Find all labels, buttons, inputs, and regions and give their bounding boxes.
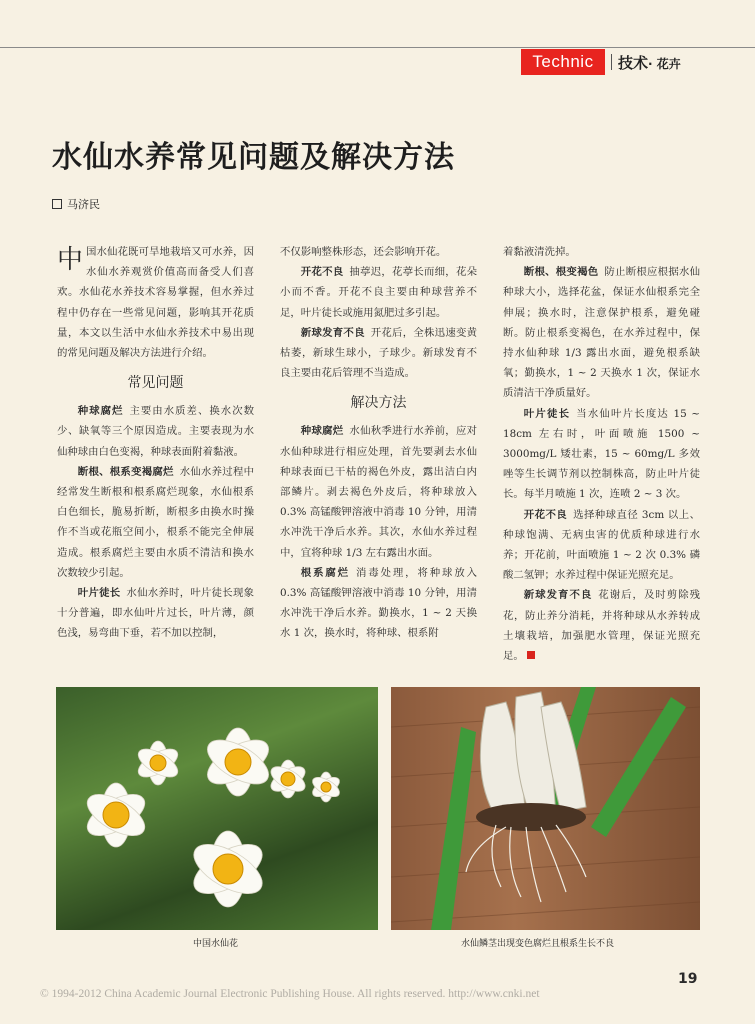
section-label: [611, 52, 681, 73]
author-line: [52, 196, 100, 212]
term: 叶片徒长: [523, 407, 571, 420]
intro-text: 国水仙花既可旱地栽培又可水养，因水仙水养观赏价值高而备受人们喜欢。水仙花水养技术容易掌握，但水养过程中仍存在一些常见问题，影响其开花质量，本文以生活中水仙水养技术中易出现的常见问题及解决方法进行介绍。: [57, 246, 254, 360]
term: 根系腐烂: [300, 566, 350, 579]
term: 断根、根变褐色: [523, 266, 599, 279]
page-number: 19: [678, 971, 698, 987]
paragraph: 不仅影响整株形态，还会影响开花。: [280, 246, 447, 258]
term: 开花不良: [300, 266, 344, 279]
paragraph-text: 选择种球直径 3cm 以上、种球饱满、无病虫害的优质种球进行水养；开花前，叶面喷施 1 ~ 2 次 0.3% 磷酸二氢钾；水养过程中保证光照充足。: [503, 508, 700, 582]
term: 新球发育不良: [523, 589, 593, 602]
term: 种球腐烂: [77, 405, 124, 418]
paragraph: [57, 462, 254, 583]
section-name: 技术: [618, 54, 649, 72]
paragraph: [280, 323, 477, 384]
paragraph: [503, 505, 700, 586]
term: 种球腐烂: [300, 425, 344, 438]
paragraph: [280, 563, 477, 644]
end-mark: [527, 651, 535, 659]
caption-right: 水仙鳞茎出现变色腐烂且根系生长不良: [461, 939, 615, 949]
paragraph-text: 水仙秋季进行水养前，应对水仙种球进行相应处理，首先要剥去水仙种球表面已干枯的褐色外皮，露出洁白内部鳞片。剥去褐色外皮后，将种球放入 0.3% 高锰酸钾溶液中消毒 10 分钟，用清水冲洗干净后水养。其次，水仙水养过程中，宜将种球 1/3 左右露出水面。: [280, 425, 478, 559]
paragraph: [503, 404, 700, 505]
article-title: 水仙水养常见问题及解决方法: [52, 140, 455, 175]
column-1: [57, 242, 254, 644]
caption-left: 中国水仙花: [193, 939, 239, 949]
term: 叶片徒长: [77, 587, 121, 600]
bulb-illustration: [391, 687, 700, 930]
column-3: [503, 242, 700, 666]
paragraph: [503, 262, 700, 403]
heading-problems: 常见问题: [127, 375, 184, 392]
term: 断根、根系变褐腐烂: [77, 465, 174, 478]
paragraph-text: 水仙水养时，叶片徒长现象十分普遍，即水仙叶片过长，叶片薄，颜色浅，易弯曲下垂，若不加以控制，: [57, 587, 255, 640]
paragraph-text: 开花后，全株迅速变黄枯萎，新球生球小，子球少。新球发育不良主要由花后管理不当造成。: [280, 326, 478, 380]
paragraph-text: 主要由水质差、换水次数少、缺氧等三个原因造成。主要表现为水仙种球由白色变褐，种球表面附着黏液。: [57, 405, 255, 458]
term: 新球发育不良: [300, 326, 365, 339]
narcissus-flowers-photo: [56, 687, 378, 930]
paragraph-text: 消毒处理，将种球放入 0.3% 高锰酸钾溶液中消毒 10 分钟，用清水冲洗干净后水养。勤换水，1 ~ 2 天换水 1 次，换水时，将种球、根系附: [280, 566, 478, 640]
paragraph-text: 抽葶迟，花葶长而细，花朵小而不香。开花不良主要由种球营养不足，叶片徒长或施用氮肥过多引起。: [280, 266, 478, 319]
flowers-illustration: [56, 687, 378, 930]
paragraph: [57, 583, 254, 644]
paragraph-text: 当水仙叶片长度达 15 ~ 18cm 左右时，叶面喷施 1500 ~ 3000mg/L 矮壮素，15 ~ 60mg/L 多效唑等生长调节剂以控制株高，防止叶片徒长。每半月喷施 1 次，连喷 2 ~ 3 次。: [503, 407, 700, 501]
drop-cap: 中: [57, 245, 84, 275]
term: 开花不良: [523, 508, 568, 521]
column-2: [280, 242, 477, 644]
paragraph: [57, 401, 254, 462]
paragraph: [503, 585, 700, 666]
paragraph-text: 防止断根应根据水仙种球大小，选择花盆，保证水仙根系完全伸展；换水时，注意保护根系，避免碰断。防止根系变褐色，在水养过程中，保持水仙种球 1/3 露出水面，避免根系缺氧；勤换水，1 ~ 2 天换水 1 次，保证水质清洁干净质量好。: [503, 266, 701, 400]
divider: [611, 54, 612, 70]
paragraph: [280, 421, 477, 562]
paragraph: 着黏液清洗掉。: [503, 246, 576, 258]
paragraph-text: 花谢后，及时剪除残花，防止养分消耗，并将种球从水养转成土壤栽培，加强肥水管理，保证光照充足。: [503, 589, 701, 663]
author-name: 马济民: [67, 198, 100, 211]
section-badge: Technic: [521, 49, 605, 75]
copyright-footer: © 1994-2012 China Academic Journal Electronic Publishing House. All rights reserved. http://www.cnki.net: [40, 988, 540, 1000]
checkbox-icon: [52, 199, 62, 209]
paragraph: [280, 262, 477, 323]
header-rule: [0, 47, 755, 48]
narcissus-bulb-roots-photo: [391, 687, 700, 930]
intro-paragraph: [57, 242, 254, 363]
heading-solutions: 解决方法: [350, 395, 407, 412]
paragraph-text: 水仙水养过程中经常发生断根和根系腐烂现象，水仙根系白色细长，脆易折断，断根多由换水时操作不当或花瓶空间小，根系不能完全伸展造成。根系腐烂主要由水质不清洁和换水次数较少引起。: [57, 465, 255, 579]
section-sub: · 花卉: [648, 57, 681, 71]
